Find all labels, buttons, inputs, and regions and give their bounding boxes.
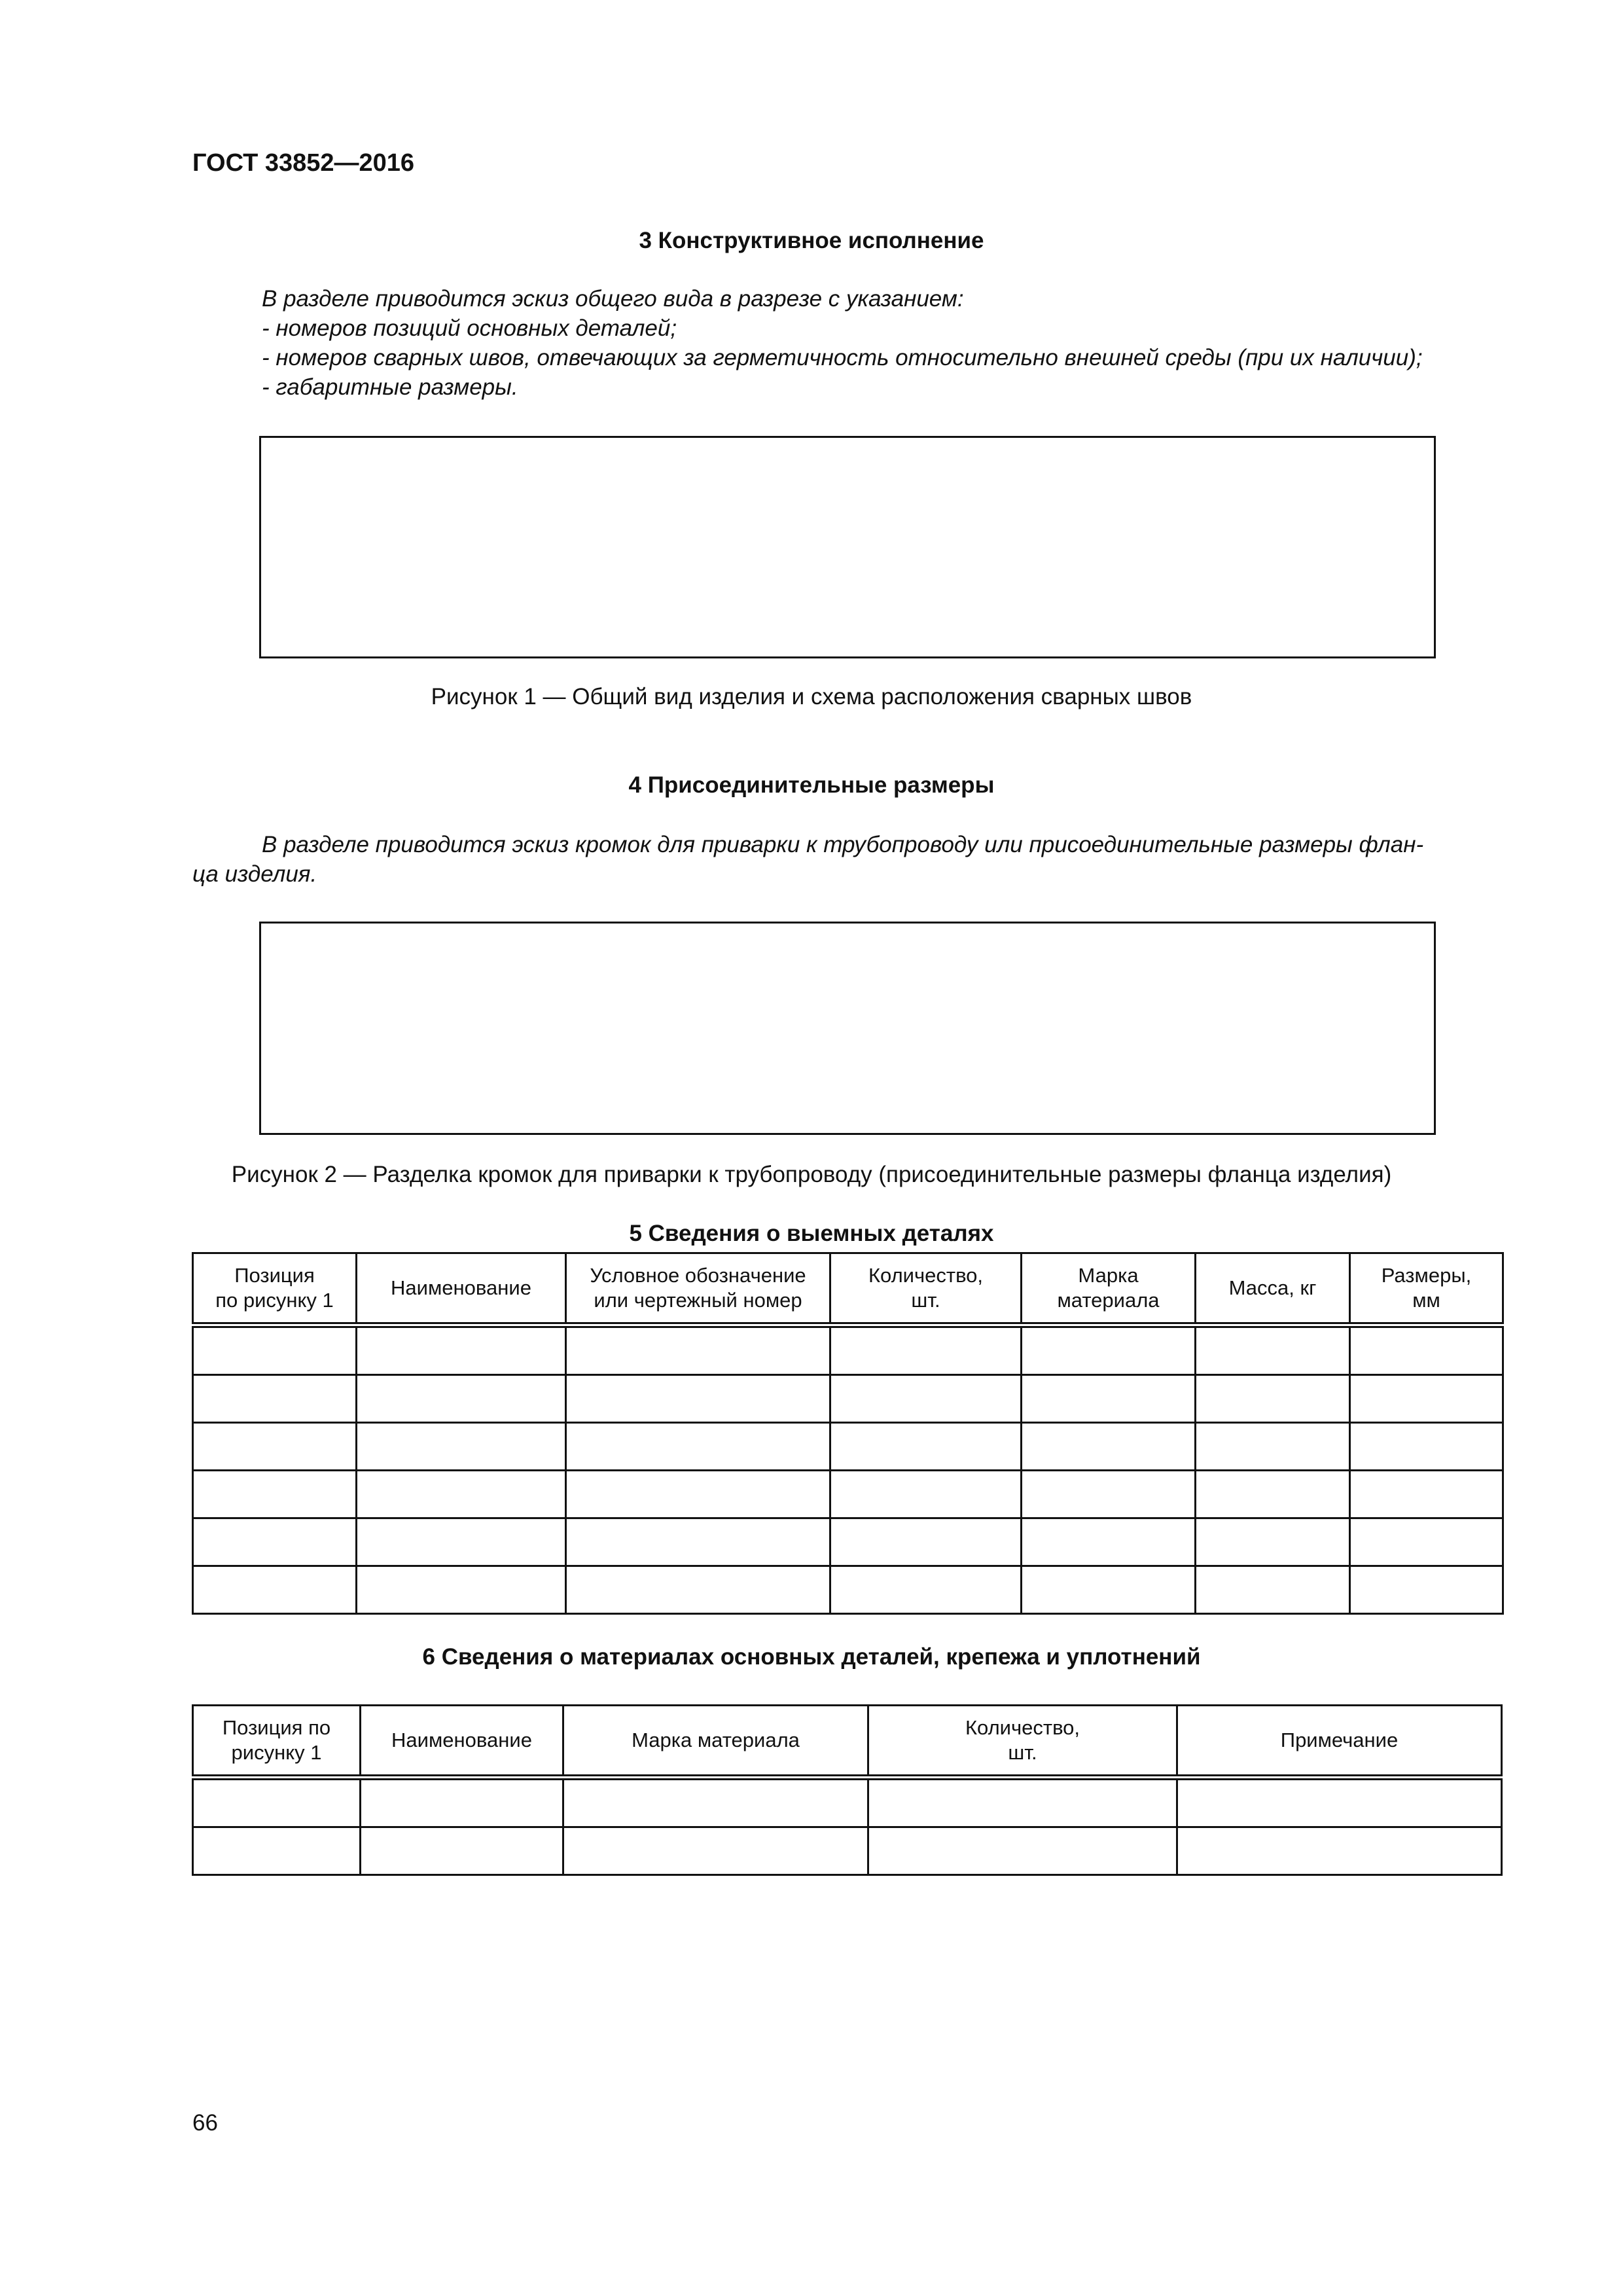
table-cell xyxy=(830,1518,1022,1566)
column-header: Масса, кг xyxy=(1196,1253,1350,1325)
section-3-heading: 3 Конструктивное исполнение xyxy=(639,228,984,253)
figure-2-caption: Рисунок 2 — Разделка кромок для приварки к трубопроводу (присоединительные размеры фланца изделия) xyxy=(231,1162,1392,1187)
removable-parts-table xyxy=(192,1252,1504,1615)
figure-1-caption: Рисунок 1 — Общий вид изделия и схема расположения сварных швов xyxy=(431,684,1192,709)
column-header: Позиция по рисунку 1 xyxy=(193,1706,361,1778)
section-4-heading: 4 Присоединительные размеры xyxy=(628,772,995,798)
table-cell xyxy=(1022,1423,1196,1471)
column-header: Позиция по рисунку 1 xyxy=(193,1253,357,1325)
figure-2-placeholder xyxy=(259,922,1436,1135)
table-cell xyxy=(1350,1423,1503,1471)
table-cell xyxy=(1022,1375,1196,1423)
table-cell xyxy=(1196,1566,1350,1614)
section-3-intro: В разделе приводится эскиз общего вида в разрезе с указанием: xyxy=(262,286,964,312)
table-cell xyxy=(193,1325,357,1375)
table-cell xyxy=(868,1827,1177,1875)
table-cell xyxy=(1177,1778,1502,1827)
table-cell xyxy=(1177,1827,1502,1875)
table-cell xyxy=(566,1566,830,1614)
document-code: ГОСТ 33852—2016 xyxy=(192,149,415,177)
table-header-row xyxy=(193,1706,1502,1778)
table-cell xyxy=(563,1778,868,1827)
table-cell xyxy=(357,1375,566,1423)
table-cell xyxy=(1350,1375,1503,1423)
column-header: Количество, шт. xyxy=(868,1706,1177,1778)
table-cell xyxy=(1196,1375,1350,1423)
table-cell xyxy=(830,1325,1022,1375)
table-row xyxy=(193,1325,1503,1375)
table-cell xyxy=(1196,1423,1350,1471)
column-header: Наименование xyxy=(357,1253,566,1325)
table-cell xyxy=(193,1375,357,1423)
table-cell xyxy=(357,1325,566,1375)
list-item: - габаритные размеры. xyxy=(262,374,518,400)
table-row xyxy=(193,1471,1503,1518)
column-header: Условное обозначение или чертежный номер xyxy=(566,1253,830,1325)
table-cell xyxy=(566,1471,830,1518)
figure-1-placeholder xyxy=(259,436,1436,658)
table-cell xyxy=(830,1423,1022,1471)
column-header: Марка материала xyxy=(563,1706,868,1778)
column-header: Марка материала xyxy=(1022,1253,1196,1325)
table-cell xyxy=(566,1423,830,1471)
column-header: Примечание xyxy=(1177,1706,1502,1778)
column-header: Количество, шт. xyxy=(830,1253,1022,1325)
table-cell xyxy=(357,1566,566,1614)
table-cell xyxy=(361,1827,563,1875)
table-cell xyxy=(830,1375,1022,1423)
table-cell xyxy=(1350,1518,1503,1566)
table-row xyxy=(193,1827,1502,1875)
table-cell xyxy=(1196,1325,1350,1375)
table-cell xyxy=(193,1518,357,1566)
table-cell xyxy=(1350,1566,1503,1614)
section-5-heading: 5 Сведения о выемных деталях xyxy=(629,1221,994,1246)
table-cell xyxy=(868,1778,1177,1827)
table-cell xyxy=(1022,1518,1196,1566)
table-header-row xyxy=(193,1253,1503,1325)
table-cell xyxy=(357,1423,566,1471)
table-cell xyxy=(357,1518,566,1566)
table-cell xyxy=(193,1778,361,1827)
table-cell xyxy=(566,1518,830,1566)
table-cell xyxy=(193,1471,357,1518)
column-header: Наименование xyxy=(361,1706,563,1778)
table-row xyxy=(193,1518,1503,1566)
table-row xyxy=(193,1375,1503,1423)
table-row xyxy=(193,1423,1503,1471)
list-item: - номеров сварных швов, отвечающих за герметичность относительно внешней среды (при их наличии); xyxy=(262,345,1423,370)
table-cell xyxy=(1196,1518,1350,1566)
table-cell xyxy=(566,1375,830,1423)
table-cell xyxy=(566,1325,830,1375)
table-cell xyxy=(1350,1471,1503,1518)
table-row xyxy=(193,1566,1503,1614)
table-cell xyxy=(193,1566,357,1614)
table-cell xyxy=(830,1471,1022,1518)
section-4-text-line-1: В разделе приводится эскиз кромок для приварки к трубопроводу или присоединительные размеры флан- xyxy=(262,832,1424,857)
section-4-text-line-2: ца изделия. xyxy=(192,861,317,887)
table-row xyxy=(193,1778,1502,1827)
table-cell xyxy=(563,1827,868,1875)
table-cell xyxy=(1350,1325,1503,1375)
table-cell xyxy=(830,1566,1022,1614)
section-6-heading: 6 Сведения о материалах основных деталей, крепежа и уплотнений xyxy=(422,1644,1201,1670)
column-header: Размеры, мм xyxy=(1350,1253,1503,1325)
materials-table xyxy=(192,1704,1503,1876)
page-number: 66 xyxy=(192,2110,218,2136)
table-cell xyxy=(1022,1325,1196,1375)
table-cell xyxy=(1022,1566,1196,1614)
table-cell xyxy=(357,1471,566,1518)
table-cell xyxy=(1196,1471,1350,1518)
table-cell xyxy=(193,1827,361,1875)
table-cell xyxy=(1022,1471,1196,1518)
table-cell xyxy=(193,1423,357,1471)
list-item: - номеров позиций основных деталей; xyxy=(262,315,677,341)
section-3-list xyxy=(262,314,1423,402)
table-cell xyxy=(361,1778,563,1827)
